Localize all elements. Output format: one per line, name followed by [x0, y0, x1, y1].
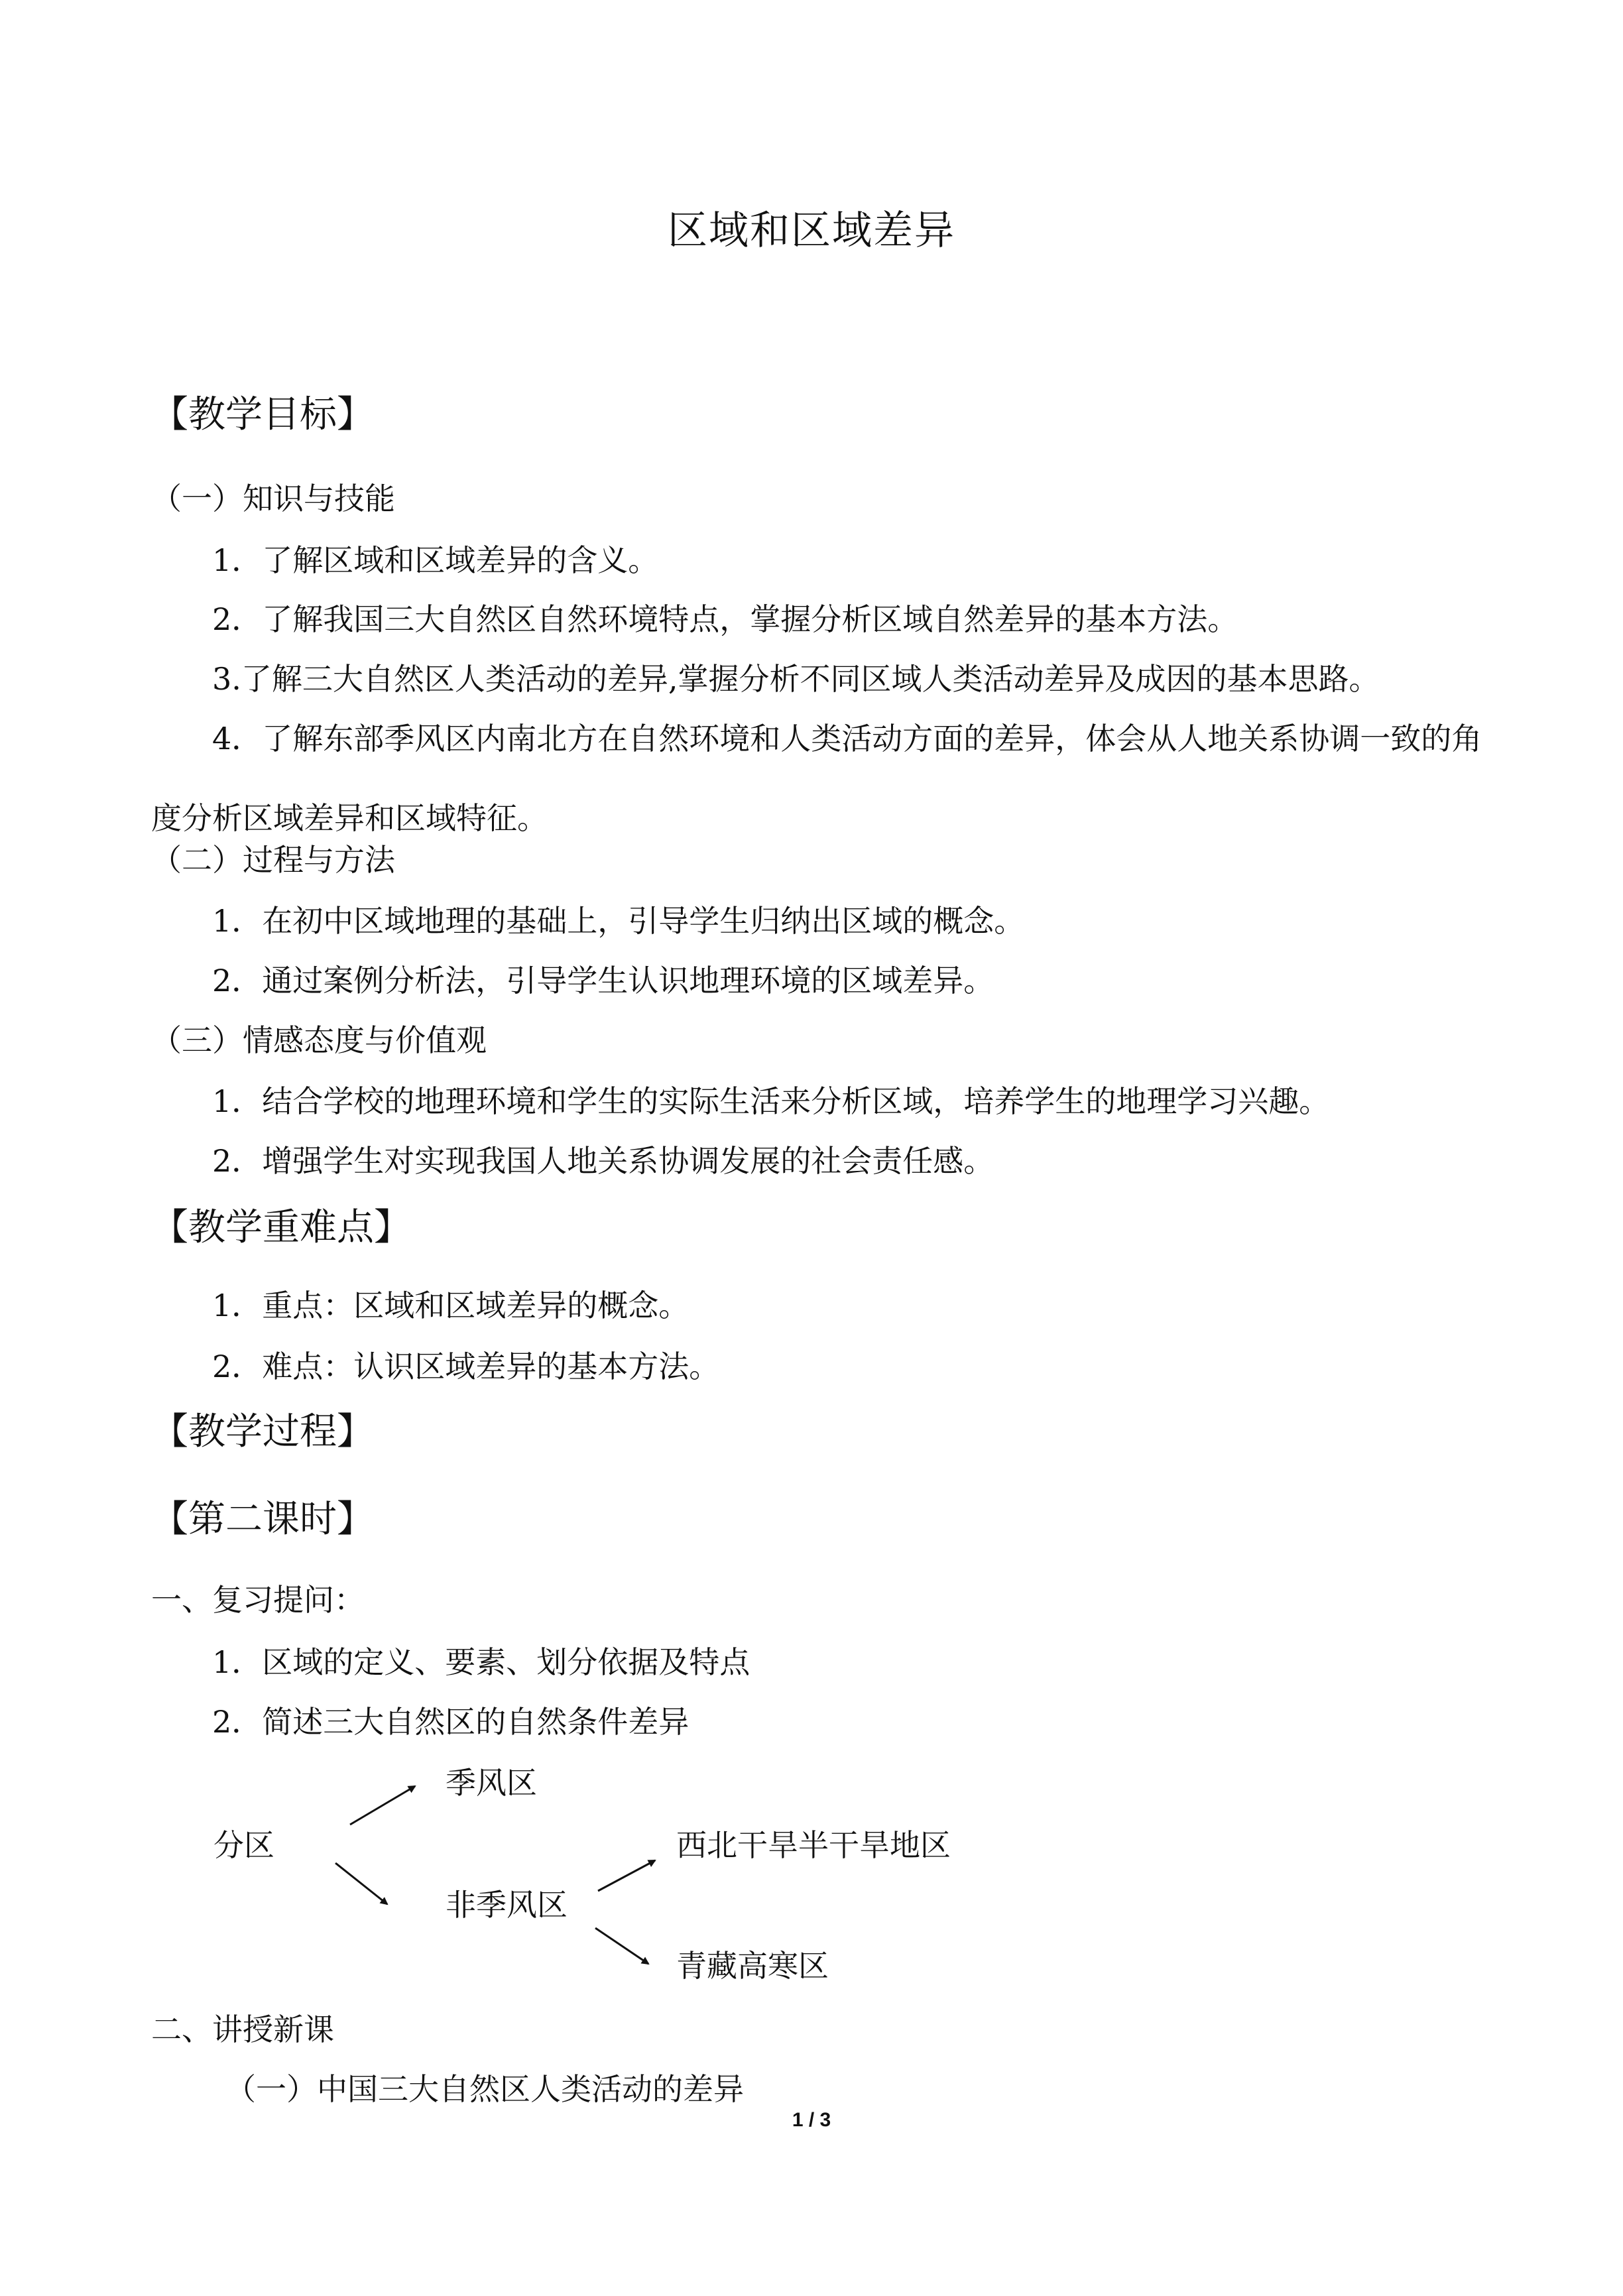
- subsection-label-knowledge: （一）知识与技能: [151, 481, 395, 516]
- page-number: 1 / 3: [792, 2109, 831, 2131]
- review-label: 一、复习提问：: [151, 1582, 365, 1618]
- subsection-label-emotion: （三）情感态度与价值观: [151, 1022, 487, 1058]
- diagram-node-qinghai-tibet: 青藏高寒区: [676, 1948, 829, 1984]
- list-item: 2．增强学生对实现我国人地关系协调发展的社会责任感。: [212, 1143, 994, 1179]
- new-lesson-label: 二、讲授新课: [151, 2012, 334, 2047]
- arrow-to-non-monsoon: [335, 1863, 387, 1904]
- arrow-to-qinghai-tibet: [595, 1928, 648, 1964]
- list-item: 1．重点：区域和区域差异的概念。: [212, 1288, 690, 1323]
- diagram-node-root: 分区: [213, 1827, 274, 1863]
- section-heading-keypoints: 【教学重难点】: [151, 1206, 411, 1249]
- new-lesson-subheading: （一）中国三大自然区人类活动的差异: [225, 2071, 744, 2107]
- list-item: 2．难点：认识区域差异的基本方法。: [212, 1349, 720, 1384]
- section-heading-process: 【教学过程】: [151, 1410, 374, 1453]
- list-item: 1．结合学校的地理环境和学生的实际生活来分析区域，培养学生的地理学习兴趣。: [212, 1083, 1330, 1119]
- list-item-wrapped: 4．了解东部季风区内南北方在自然环境和人类活动方面的差异，体会从人地关系协调一致的角度分析区域差异和区域特征。: [151, 721, 1482, 836]
- list-item: 1．了解区域和区域差异的含义。: [212, 542, 659, 578]
- section-heading-lesson: 【第二课时】: [151, 1498, 374, 1541]
- arrow-to-northwest: [598, 1860, 655, 1891]
- diagram-node-northwest: 西北干旱半干旱地区: [676, 1827, 951, 1863]
- list-item: 1．在初中区域地理的基础上，引导学生归纳出区域的概念。: [212, 903, 1025, 939]
- arrow-to-monsoon: [350, 1786, 415, 1825]
- subsection-label-process: （二）过程与方法: [151, 842, 395, 878]
- diagram-node-non-monsoon: 非季风区: [446, 1887, 568, 1923]
- document-title: 区域和区域差异: [668, 208, 955, 254]
- list-item: 3.了解三大自然区人类活动的差异,掌握分析不同区域人类活动差异及成因的基本思路。: [212, 661, 1380, 697]
- list-item: 1．区域的定义、要素、划分依据及特点: [212, 1644, 751, 1680]
- section-heading-goals: 【教学目标】: [151, 393, 374, 436]
- list-item: 2．了解我国三大自然区自然环境特点，掌握分析区域自然差异的基本方法。: [212, 601, 1238, 637]
- list-item: 2．简述三大自然区的自然条件差异: [212, 1704, 690, 1740]
- list-item: 2．通过案例分析法，引导学生认识地理环境的区域差异。: [212, 963, 994, 998]
- diagram-node-monsoon: 季风区: [446, 1765, 537, 1801]
